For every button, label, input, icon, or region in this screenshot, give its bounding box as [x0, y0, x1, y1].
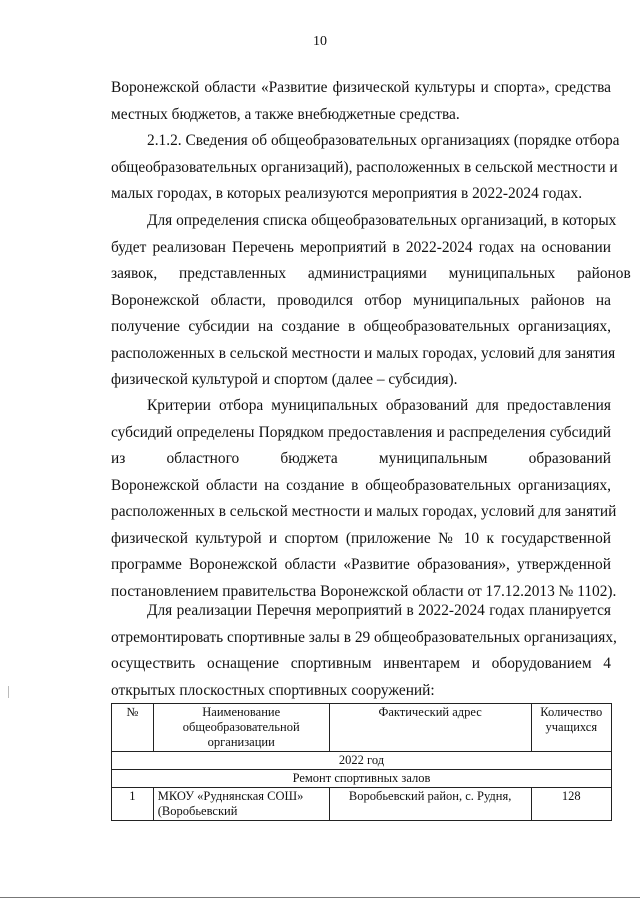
text-line: открытых плоскостных спортивных сооружений: [111, 681, 435, 699]
text-line: программе Воронежской области «Развитие образования», утвержденной [111, 556, 611, 573]
text-line: физической культурой и спортом (приложение № 10 к государственной [111, 529, 611, 547]
text-line: Воронежской области на создание в общеобразовательных организациях, [111, 476, 611, 494]
header-address: Фактический адрес [329, 704, 531, 752]
row-name: МКОУ «Руднянская СОШ» (Воробьевский [153, 788, 329, 821]
header-name: Наименование общеобразовательной организации [153, 704, 329, 752]
text-line: расположенных в сельской местности и малых городах, условий для занятия [111, 344, 616, 362]
paragraph-5 [111, 598, 617, 704]
section-row [112, 770, 612, 788]
text-line: будет реализован Перечень мероприятий в 2022-2024 годах на основании [111, 238, 611, 256]
text-line: Критерии отбора муниципальных образований для предоставления [147, 397, 611, 414]
text-line: субсидий определены Порядком предоставления и распределения субсидий [111, 423, 611, 441]
row-count: 128 [531, 788, 611, 821]
text-line: Для определения списка общеобразовательных организаций, в которых [147, 212, 617, 229]
text-line: осуществить оснащение спортивным инвентарем и оборудованием 4 [111, 655, 611, 672]
text-line: из областного бюджета муниципальным образований [111, 450, 611, 467]
text-line: расположенных в сельской местности и малых городах, условий для занятий [111, 503, 617, 520]
text-line: 2.1.2. Сведения об общеобразовательных организациях (порядке отбора [147, 132, 620, 149]
year-label: 2022 год [112, 752, 612, 770]
paragraph-2 [111, 128, 620, 208]
page-number: 10 [313, 34, 327, 49]
text-line: Воронежской области «Развитие физической культуры и спорта», средства [111, 79, 611, 96]
text-line: Воронежской области, проводился отбор муниципальных районов на [111, 291, 611, 309]
header-num: № [112, 704, 154, 752]
text-line: физической культурой и спортом (далее – субсидия). [111, 371, 458, 388]
section-label: Ремонт спортивных залов [112, 770, 612, 788]
margin-mark [8, 686, 9, 698]
paragraph-3 [111, 208, 631, 394]
text-line: общеобразовательных организаций), расположенных в сельской местности и [111, 158, 618, 176]
row-num: 1 [112, 788, 154, 821]
text-line: малых городах, в которых реализуются мероприятия в 2022-2024 годах. [111, 185, 583, 202]
text-line: заявок, представленных администрациями муниципальных районов [111, 265, 631, 282]
table-row [112, 788, 612, 821]
year-row [112, 752, 612, 770]
text-line: Для реализации Перечня мероприятий в 2022-2024 годах планируется [147, 602, 611, 619]
paragraph-4 [111, 393, 617, 605]
schools-table [111, 703, 612, 821]
text-line: получение субсидии на создание в общеобразовательных организациях, [111, 318, 611, 335]
row-address: Воробьевский район, с. Рудня, [329, 788, 531, 821]
text-line: местных бюджетов, а также внебюджетные средства. [111, 105, 460, 123]
header-count: Количество учащихся [531, 704, 611, 752]
paragraph-1 [111, 75, 611, 128]
text-line: отремонтировать спортивные залы в 29 общеобразовательных организациях, [111, 628, 617, 646]
table-header-row [112, 704, 612, 752]
text-line: постановлением правительства Воронежской области от 17.12.2013 № 1102). [111, 582, 617, 600]
bottom-rule [0, 897, 640, 898]
